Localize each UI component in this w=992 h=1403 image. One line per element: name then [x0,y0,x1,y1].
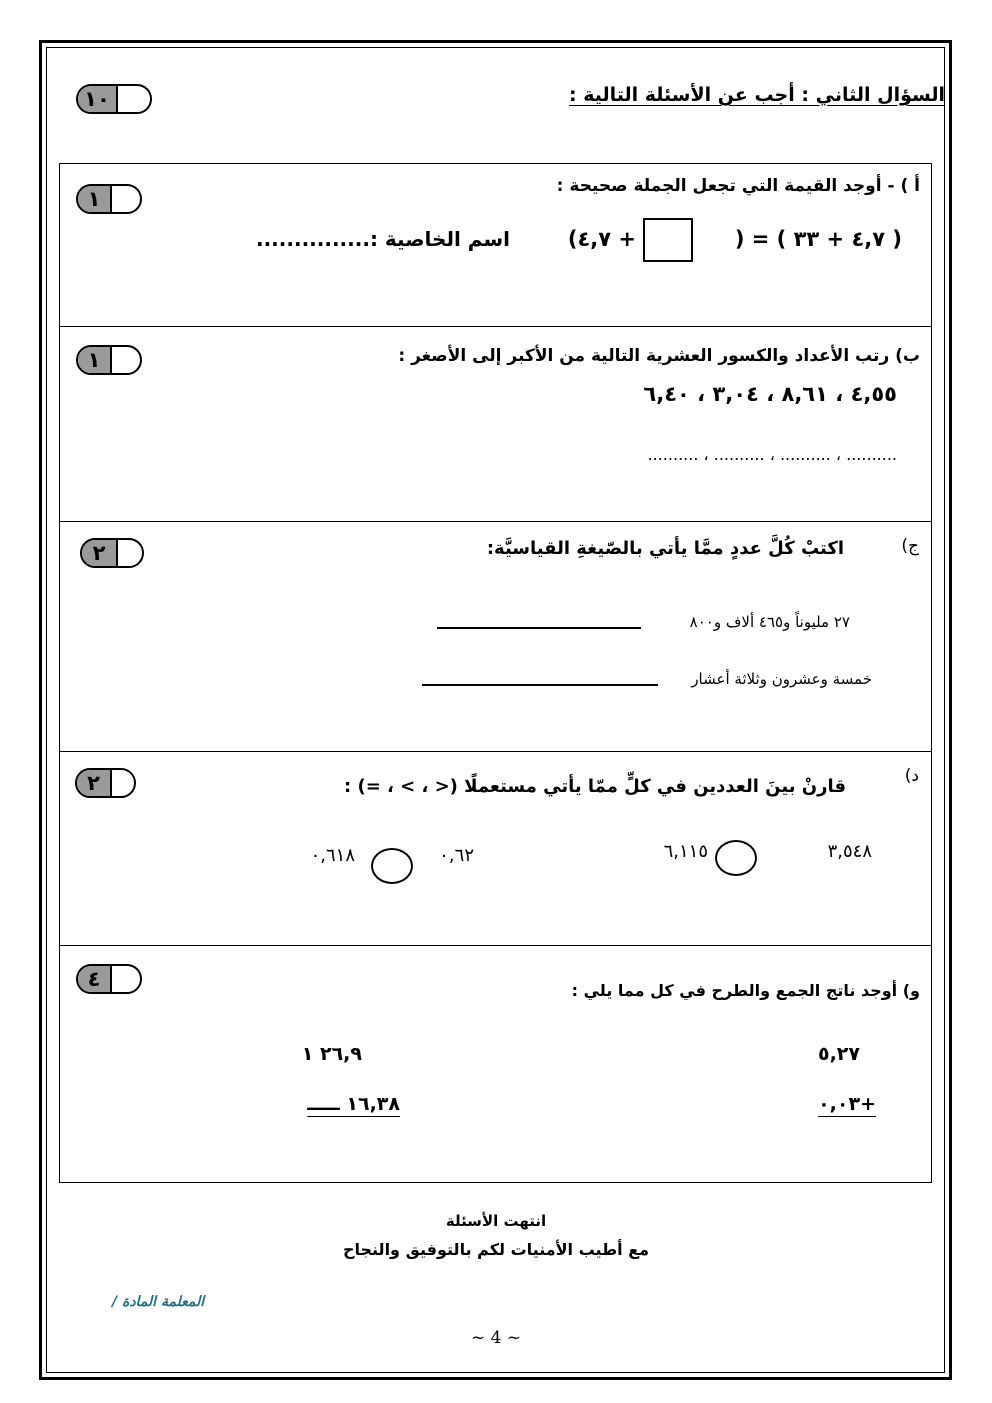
page-number: ~ 4 ~ [470,1328,522,1348]
section-c-score-badge [80,538,144,568]
compare-2-left: ٠,٦٢ [439,845,474,866]
property-name-field[interactable]: اسم الخاصية :............... [255,227,510,251]
section-d-score: ٢ [77,770,112,796]
equation-left: ( ٤,٧ + ٣٣ ) = ( [734,227,902,251]
numbers-to-order: ٤,٥٥ ، ٨,٦١ ، ٣,٠٤ ، ٦,٤٠ [643,382,897,406]
section-b-score: ١ [78,347,112,373]
ordering-answer-dots[interactable]: .......... ، .......... ، .......... ، .......... [647,445,897,464]
section-d-score-badge [75,768,136,798]
section-d-label: قارنْ بينَ العددين في كلٍّ ممّا يأتي مستعملًا (< ، > ، =) : [344,776,846,797]
section-a-label: أ ) - أوجد القيمة التي تجعل الجملة صحيحة : [556,176,920,196]
standard-form-item-1: ٢٧ مليوناً و٤٦٥ ألاف و٨٠٠ [689,613,850,631]
section-e-score-badge [76,964,142,994]
section-a-score-badge [76,184,142,214]
equation-right: + ٤,٧) [567,227,636,251]
compare-2-right: ٠,٦١٨ [310,845,355,866]
compare-1-right: ٦,١١٥ [663,841,708,862]
answer-line-1[interactable] [437,627,641,629]
section-b-label: ب) رتب الأعداد والكسور العشرية التالية من الأكبر إلى الأصغر : [398,346,920,366]
teacher-signature-label: المعلمة المادة / [112,1294,205,1310]
section-e-score: ٤ [78,966,112,992]
question-title: السؤال الثاني : أجب عن الأسئلة التالية : [568,84,945,106]
section-c-letter: ج) [901,536,919,556]
section-c-score: ٢ [82,540,118,566]
section-e-label: و) أوجد ناتج الجمع والطرح في كل مما يلي : [571,981,920,1000]
compare-circle-1[interactable] [715,840,757,876]
subtraction-top: ٢٦,٩ ١ [301,1043,362,1065]
section-c-label: اكتبْ كُلَّ عددٍ ممَّا يأتي بالصّيغةِ القياسيَّة: [486,538,844,559]
section-a-score: ١ [78,186,112,212]
answer-line-2[interactable] [422,684,658,686]
addition-top: ٥,٢٧ [817,1043,860,1065]
compare-1-left: ٣,٥٤٨ [827,841,872,862]
good-wishes: مع أطيب الأمنيات لكم بالتوفيق والنجاح [342,1240,650,1259]
compare-circle-2[interactable] [371,848,413,884]
addition-bottom: +٠,٠٣ [818,1093,876,1115]
total-score-badge [76,84,152,114]
answer-box[interactable] [643,218,693,262]
subtraction-bottom: ١٦,٣٨ ـــــ [307,1093,400,1115]
end-of-questions: انتهت الأسئلة [445,1212,547,1230]
total-score-value: ١٠ [78,86,118,112]
standard-form-item-2: خمسة وعشرون وثلاثة أعشار [691,670,872,688]
section-d-letter: د) [904,766,919,786]
section-b-score-badge [76,345,142,375]
